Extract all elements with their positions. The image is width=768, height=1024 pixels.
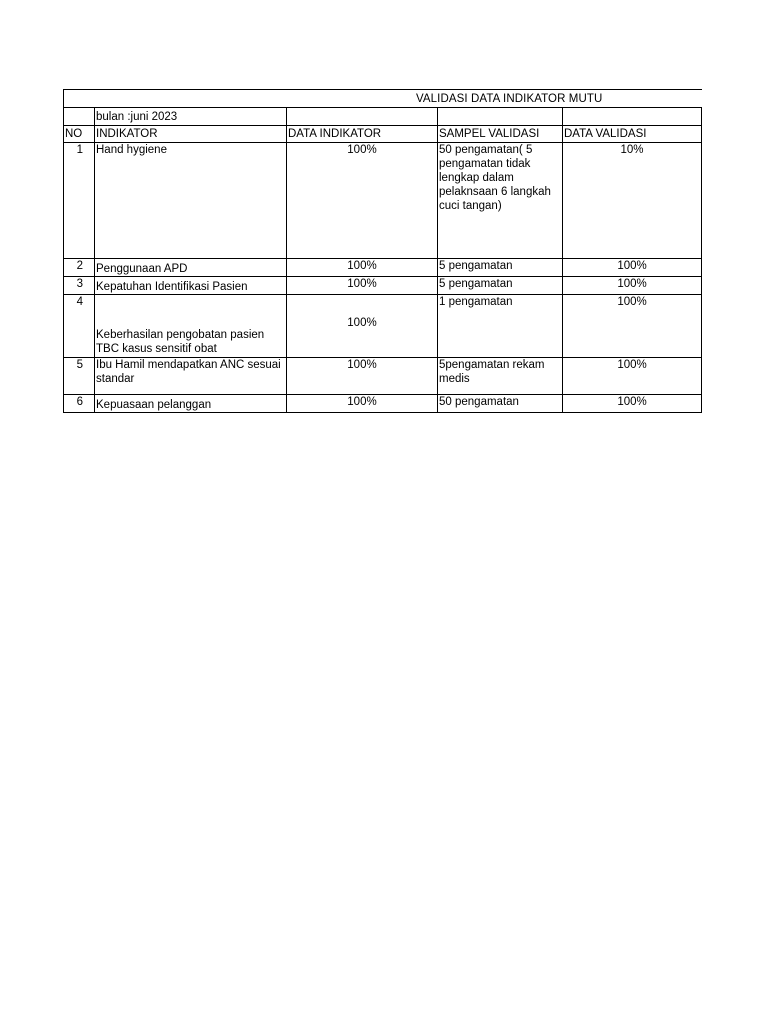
header-data-indikator: DATA INDIKATOR [287,126,438,143]
sampel-validasi-cell: 1 pengamatan [438,295,563,358]
indicator-validation-table [63,89,702,413]
data-indikator-cell: 100% [287,358,438,395]
table-row [64,277,702,295]
indikator-cell: Kepatuhan Identifikasi Pasien [95,277,287,295]
sampel-validasi-cell: 5 pengamatan [438,259,563,277]
indikator-cell: Kepuasaan pelanggan [95,395,287,413]
data-indikator-cell: 100% [287,395,438,413]
indikator-cell: Ibu Hamil mendapatkan ANC sesuai standar [95,358,287,395]
sampel-validasi-cell: 50 pengamatan [438,395,563,413]
data-validasi-cell: 100% [563,277,702,295]
row-number: 2 [64,259,95,277]
spreadsheet-page [63,89,701,413]
row-number: 3 [64,277,95,295]
row-number: 1 [64,143,95,259]
row-number: 4 [64,295,95,358]
indikator-cell: Hand hygiene [95,143,287,259]
data-validasi-cell: 100% [563,358,702,395]
title-row [64,90,702,108]
sheet-title: VALIDASI DATA INDIKATOR MUTU [416,92,603,105]
table-row [64,395,702,413]
empty-cell [563,108,702,126]
indikator-cell: Keberhasilan pengobatan pasien TBC kasus sensitif obat [95,295,287,358]
sampel-validasi-cell: 5pengamatan rekam medis [438,358,563,395]
table-row [64,259,702,277]
month-label: bulan :juni 2023 [95,108,287,126]
table-row [64,295,702,358]
data-indikator-cell: 100% [287,259,438,277]
data-indikator-cell: 100% [287,295,438,358]
data-validasi-cell: 10% [563,143,702,259]
empty-cell [438,108,563,126]
header-data-validasi: DATA VALIDASI [563,126,702,143]
table-row [64,358,702,395]
header-indikator: INDIKATOR [95,126,287,143]
month-row [64,108,702,126]
empty-cell [287,108,438,126]
empty-cell [64,108,95,126]
indikator-cell: Penggunaan APD [95,259,287,277]
sampel-validasi-cell: 5 pengamatan [438,277,563,295]
data-validasi-cell: 100% [563,259,702,277]
title-cell [64,90,702,108]
table-row [64,143,702,259]
data-validasi-cell: 100% [563,395,702,413]
data-indikator-cell: 100% [287,143,438,259]
header-no: NO [64,126,95,143]
sampel-validasi-cell: 50 pengamatan( 5 pengamatan tidak lengkap dalam pelaknsaan 6 langkah cuci tangan) [438,143,563,259]
data-validasi-cell: 100% [563,295,702,358]
header-sampel-validasi: SAMPEL VALIDASI [438,126,563,143]
row-number: 5 [64,358,95,395]
data-indikator-cell: 100% [287,277,438,295]
header-row [64,126,702,143]
row-number: 6 [64,395,95,413]
